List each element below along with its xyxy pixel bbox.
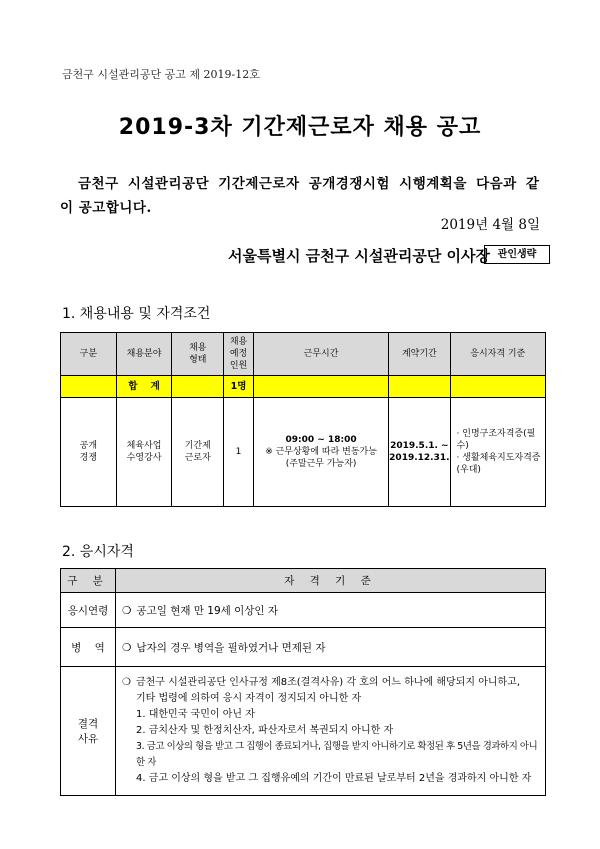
seal-stamp: 관인생략 [484, 245, 550, 264]
row-count: 1 [224, 398, 254, 507]
intro-line-2: 이 공고합니다. [60, 200, 152, 216]
disq-intro-2: 기타 법령에 의하여 응시 자격이 정지되지 아니한 자 [136, 693, 362, 704]
disq-item-4: 4. 금고 이상의 형을 받고 그 집행유예의 기간이 만료된 날로부터 2년을 경과하지 아니한 자 [136, 773, 532, 784]
age-criteria [116, 593, 546, 628]
bullet-icon: ❍ [122, 604, 132, 617]
contract-start: 2019.5.1. ~ [390, 441, 449, 451]
age-text: 공고일 현재 만 19세 이상인 자 [136, 604, 279, 617]
header-hours: 근무시간 [253, 333, 388, 376]
table-row [61, 667, 546, 796]
bullet-icon: ❍ [122, 677, 131, 688]
requirement-1: · 인명구조자격증(필수) [456, 429, 536, 451]
row-division: 공개 경쟁 [61, 398, 117, 507]
row-requirements [450, 398, 545, 507]
row-field: 체육사업 수영강사 [116, 398, 172, 507]
header-criteria: 자 격 기 준 [116, 569, 546, 593]
disq-label-2: 사유 [77, 733, 99, 745]
intro-line-1: 금천구 시설관리공단 기간제근로자 공개경쟁시험 시행계획을 다음과 같 [78, 176, 540, 192]
hours-main: 09:00 ~ 18:00 [285, 435, 357, 445]
notice-date: 2019년 4월 8일 [440, 217, 540, 233]
disq-item-1: 1. 대한민국 국민이 아닌 자 [136, 709, 255, 720]
hours-note-1: ※ 근무상황에 따라 변동가능 [265, 447, 377, 457]
recruitment-table [60, 332, 546, 507]
disqualification-criteria [116, 667, 546, 796]
table-row [61, 398, 546, 507]
qualification-table [60, 568, 546, 796]
header-planned: 채용 예정 인원 [224, 333, 254, 376]
total-label: 합 계 [116, 376, 172, 398]
row-type: 기간제 근로자 [172, 398, 224, 507]
military-text: 남자의 경우 병역을 필하였거나 면제된 자 [136, 641, 326, 654]
section-2-heading: 2. 응시자격 [62, 544, 134, 560]
row-contract [389, 398, 450, 507]
requirement-2: · 생활체육지도자격증(우대) [456, 453, 541, 475]
disq-item-3: 3. 금고 이상의 형을 받고 그 집행이 종료되거나, 집행을 받지 아니하기로 확정된 후 5년을 경과하지 아니한 자 [136, 741, 538, 768]
header-category: 구 분 [61, 569, 116, 593]
total-count: 1명 [224, 376, 254, 398]
signer: 서울특별시 금천구 시설관리공단 이사장 [228, 247, 490, 265]
disq-item-2: 2. 금치산자 및 한정치산자, 파산자로서 복권되지 아니한 자 [136, 725, 394, 736]
table-row [61, 593, 546, 628]
header-division: 구분 [61, 333, 117, 376]
notice-number: 금천구 시설관리공단 공고 제 2019-12호 [62, 68, 260, 81]
row-hours [253, 398, 388, 507]
table-row [61, 628, 546, 667]
military-label: 병 역 [61, 628, 116, 667]
disq-label-1: 결격 [77, 718, 99, 730]
header-type: 채용 형태 [172, 333, 224, 376]
header-requirements: 응시자격 기준 [450, 333, 545, 376]
disq-intro: ❍ 금천구 시설관리공단 인사규정 제8조(결격사유) 각 호의 어느 하나에 해당되지 아니하고, [122, 675, 544, 691]
disqualification-label [61, 667, 116, 796]
header-field: 채용분야 [116, 333, 172, 376]
section-1-heading: 1. 채용내용 및 자격조건 [62, 306, 211, 322]
hours-note-2: (주말근무 가능자) [285, 459, 357, 469]
page-title: 2019-3차 기간제근로자 채용 공고 [118, 115, 482, 140]
age-label: 응시연령 [61, 593, 116, 628]
header-contract: 계약기간 [389, 333, 450, 376]
total-row [61, 376, 546, 398]
contract-end: 2019.12.31. [389, 453, 450, 463]
military-criteria [116, 628, 546, 667]
bullet-icon: ❍ [122, 641, 132, 654]
